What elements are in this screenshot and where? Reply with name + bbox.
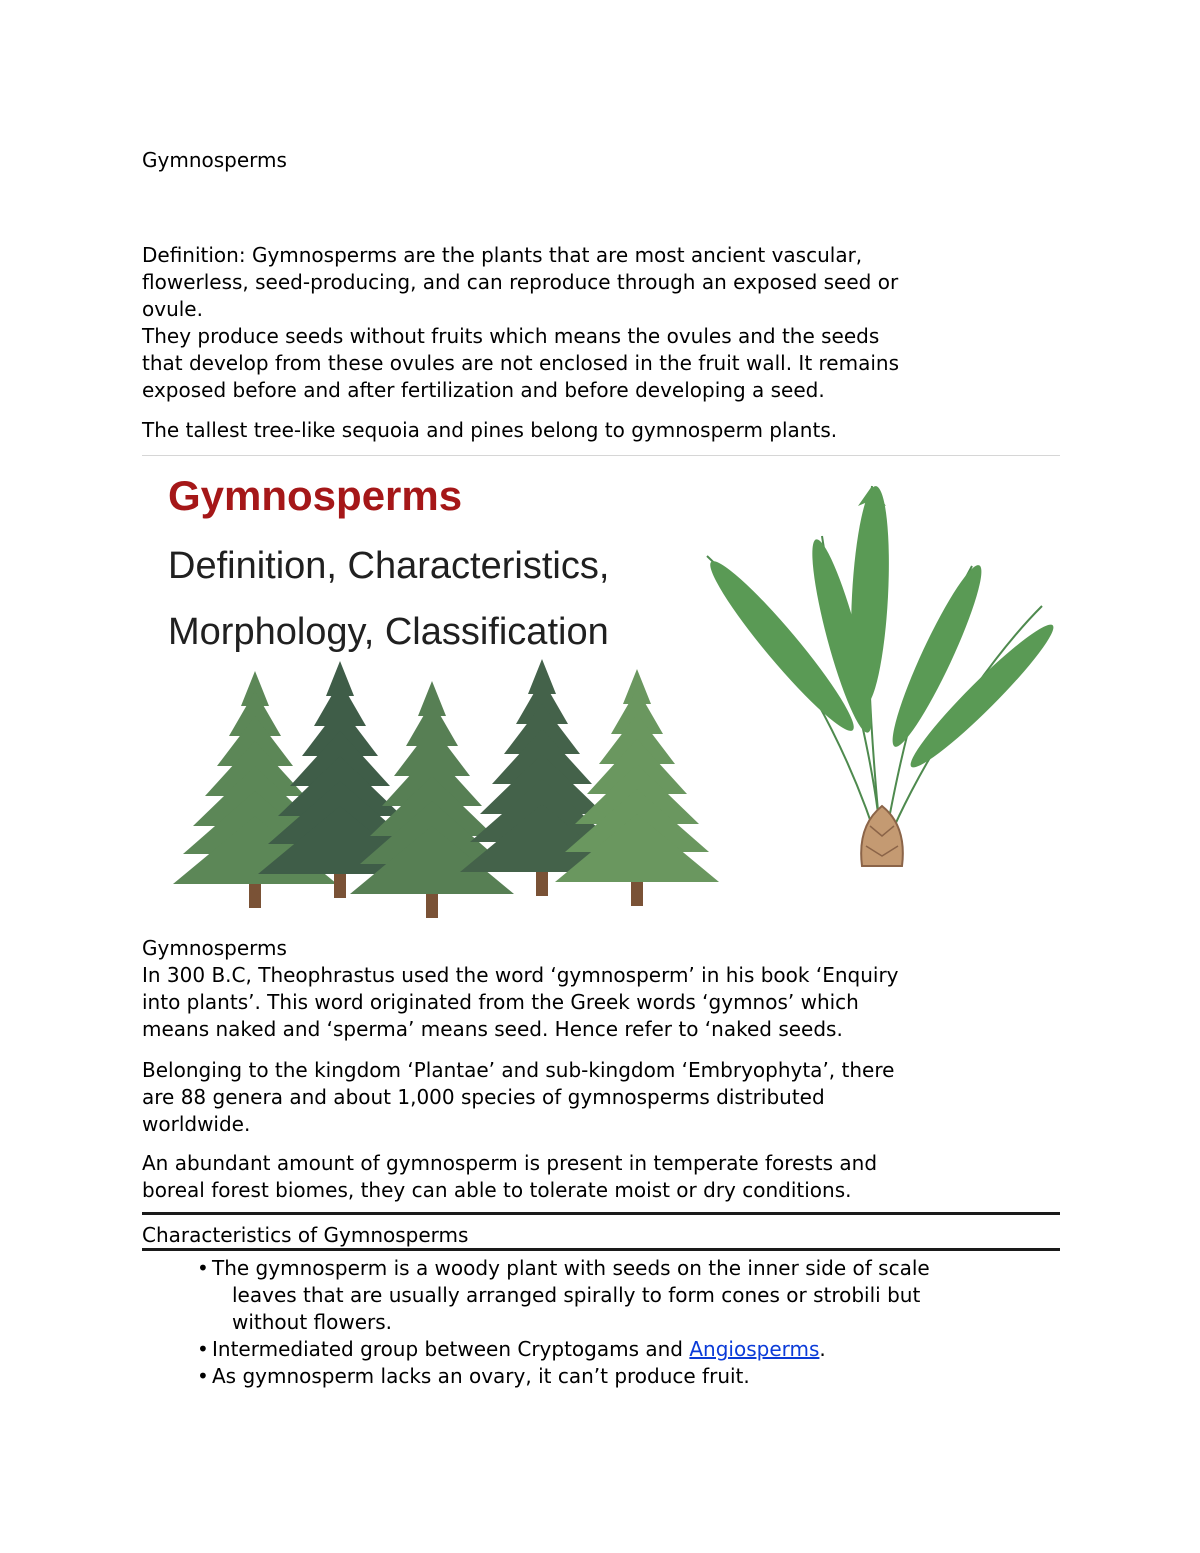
cycad-plant-icon (699, 485, 1060, 866)
horizontal-divider (142, 455, 1060, 456)
bullet-icon: • (197, 1256, 209, 1280)
definition-line: ovule. (142, 297, 203, 321)
classification-paragraph (142, 1057, 1060, 1138)
history-line: into plants’. This word originated from the Greek words ‘gymnos’ which (142, 990, 859, 1014)
section-rule-bottom (142, 1248, 1060, 1251)
document-title: Gymnosperms (142, 148, 287, 172)
habitat-line: boreal forest biomes, they can able to tolerate moist or dry conditions. (142, 1178, 852, 1202)
characteristics-list (142, 1255, 1060, 1390)
definition-paragraph (142, 242, 1060, 404)
gymnosperms-banner-image (142, 466, 1060, 934)
history-paragraph (142, 935, 1060, 1043)
definition-line: They produce seeds without fruits which means the ovules and the seeds (142, 324, 880, 348)
banner-subtitle-line-1: Definition, Characteristics, (168, 545, 610, 587)
definition-line: exposed before and after fertilization and before developing a seed. (142, 378, 825, 402)
bullet-icon: • (197, 1364, 209, 1388)
fir-tree-icon (555, 669, 719, 906)
classification-line: are 88 genera and about 1,000 species of gymnosperms distributed (142, 1085, 825, 1109)
history-line: In 300 B.C, Theophrastus used the word ‘gymnosperm’ in his book ‘Enquiry (142, 963, 899, 987)
bullet-text (212, 1336, 1060, 1363)
bullet-icon: • (197, 1337, 209, 1361)
classification-line: Belonging to the kingdom ‘Plantae’ and sub-kingdom ‘Embryophyta’, there (142, 1058, 895, 1082)
definition-line: that develop from these ovules are not enclosed in the fruit wall. It remains (142, 351, 899, 375)
bullet-text-prefix: Intermediated group between Cryptogams and (212, 1337, 690, 1361)
bullet-text: leaves that are usually arranged spirally to form cones or strobili but (232, 1283, 921, 1307)
history-line: means naked and ‘sperma’ means seed. Hence refer to ‘naked seeds. (142, 1017, 843, 1041)
characteristics-heading: Characteristics of Gymnosperms (142, 1223, 469, 1247)
definition-line: Definition: Gymnosperms are the plants that are most ancient vascular, (142, 243, 863, 267)
classification-line: worldwide. (142, 1112, 251, 1136)
banner-title: Gymnosperms (168, 472, 463, 519)
tallest-tree-paragraph (142, 417, 1060, 444)
list-item (142, 1255, 1060, 1336)
habitat-paragraph (142, 1150, 1060, 1204)
habitat-line: An abundant amount of gymnosperm is present in temperate forests and (142, 1151, 878, 1175)
definition-line: flowerless, seed-producing, and can reproduce through an exposed seed or (142, 270, 899, 294)
bullet-text-suffix: . (819, 1337, 826, 1361)
banner-illustration (142, 466, 1060, 934)
banner-subtitle-line-2: Morphology, Classification (168, 611, 609, 653)
tallest-tree-line: The tallest tree-like sequoia and pines belong to gymnosperm plants. (142, 418, 838, 442)
angiosperms-link[interactable]: Angiosperms (689, 1337, 820, 1361)
list-item (142, 1336, 1060, 1363)
bullet-text: without flowers. (232, 1310, 393, 1334)
section-rule-top (142, 1212, 1060, 1215)
list-item (142, 1363, 1060, 1390)
bullet-text: The gymnosperm is a woody plant with seeds on the inner side of scale (212, 1256, 930, 1280)
characteristics-heading-row (142, 1222, 1060, 1249)
section-heading: Gymnosperms (142, 936, 287, 960)
bullet-text: As gymnosperm lacks an ovary, it can’t produce fruit. (212, 1364, 750, 1388)
